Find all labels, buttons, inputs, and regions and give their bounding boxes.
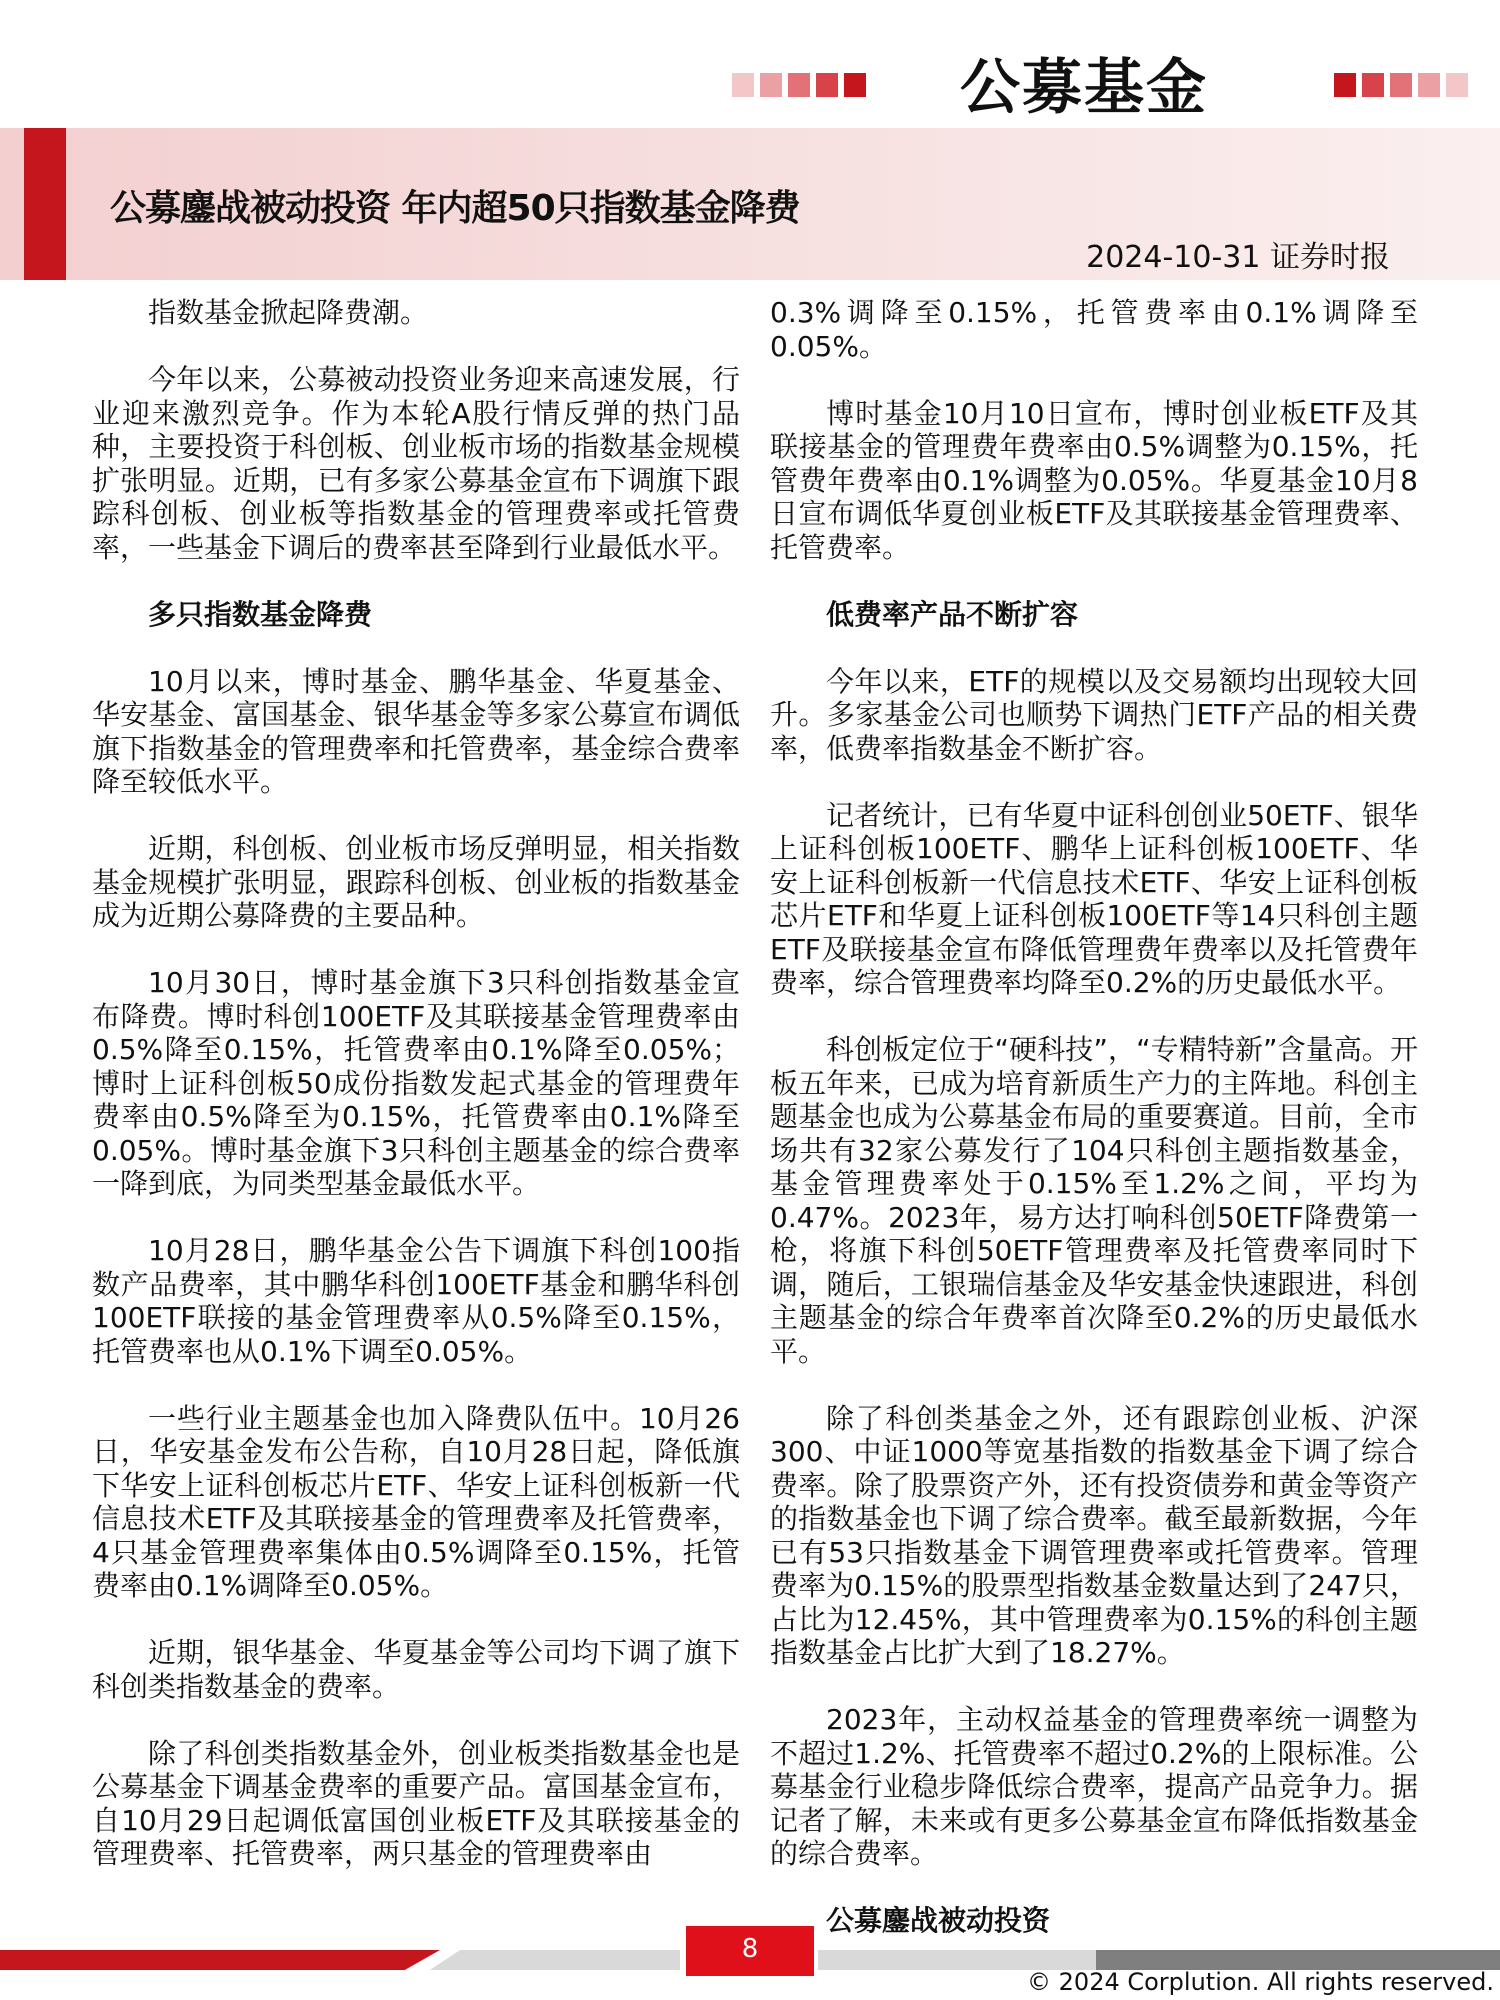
paragraph: 近期，科创板、创业板市场反弹明显，相关指数基金规模扩张明显，跟踪科创板、创业板的指数基金成为近期公募降费的主要品种。 [92, 832, 740, 932]
footer-gray-bar [818, 1950, 1096, 1970]
header-square [1390, 73, 1412, 97]
header-square [1362, 73, 1384, 97]
paragraph: 博时基金10月10日宣布，博时创业板ETF及其联接基金的管理费年费率由0.5%调整为0.15%，托管费年费率由0.1%调整为0.05%。华夏基金10月8日宣布调低华夏创业板ETF及其联接基金管理费率、托管费率。 [770, 396, 1418, 564]
footer-gray-bar [430, 1950, 680, 1970]
section-heading: 多只指数基金降费 [148, 597, 373, 631]
title-band-accent [24, 128, 66, 280]
paragraph: 除了科创类基金之外，还有跟踪创业板、沪深300、中证1000等宽基指数的指数基金下调了综合费率。除了股票资产外，还有投资债券和黄金等资产的指数基金也下调了综合费率。截至最新数据，今年已有53只指数基金下调管理费率或托管费率。管理费率为0.15%的股票型指数基金数量达到了247只，占比为12.45%，其中管理费率为0.15%的科创主题指数基金占比扩大到了18.27%。 [770, 1401, 1418, 1669]
paragraph: 指数基金掀起降费潮。 [148, 296, 429, 329]
paragraph: 一些行业主题基金也加入降费队伍中。10月26日，华安基金发布公告称，自10月28日起，降低旗下华安上证科创板芯片ETF、华安上证科创板新一代信息技术ETF及其联接基金的管理费率及托管费率，4只基金管理费率集体由0.5%调降至0.15%，托管费率由0.1%调降至0.05%。 [92, 1401, 740, 1602]
page-number: 8 [686, 1926, 814, 1976]
header-square [788, 73, 810, 97]
paragraph: 除了科创类指数基金外，创业板类指数基金也是公募基金下调基金费率的重要产品。富国基金宣布，自10月29日起调低富国创业板ETF及其联接基金的管理费率、托管费率，两只基金的管理费率由 [92, 1736, 740, 1870]
paragraph: 10月30日，博时基金旗下3只科创指数基金宣布降费。博时科创100ETF及其联接基金管理费率由0.5%降至0.15%，托管费率由0.1%降至0.05%；博时上证科创板50成份指数发起式基金的管理费年费率由0.5%降至为0.15%，托管费率由0.1%降至0.05%。博时基金旗下3只科创主题基金的综合费率一降到底，为同类型基金最低水平。 [92, 966, 740, 1200]
header-square [1334, 73, 1356, 97]
right-column [770, 296, 1418, 1971]
header-square [1446, 73, 1468, 97]
article-dateline: 2024-10-31 证券时报 [1086, 240, 1390, 275]
paragraph: 今年以来，公募被动投资业务迎来高速发展，行业迎来激烈竞争。作为本轮A股行情反弹的热门品种，主要投资于科创板、创业板市场的指数基金规模扩张明显。近期，已有多家公募基金宣布下调旗下跟踪科创板、创业板等指数基金的管理费率或托管费率，一些基金下调后的费率甚至降到行业最低水平。 [92, 363, 740, 564]
header-square [844, 73, 866, 97]
paragraph: 2023年，主动权益基金的管理费率统一调整为不超过1.2%、托管费率不超过0.2%的上限标准。公募基金行业稳步降低综合费率，提高产品竞争力。据记者了解，未来或有更多公募基金宣布降低指数基金的综合费率。 [770, 1703, 1418, 1870]
paragraph: 近期，银华基金、华夏基金等公司均下调了旗下科创类指数基金的费率。 [92, 1636, 740, 1703]
header-square [816, 73, 838, 97]
header-square [760, 73, 782, 97]
header-square [1418, 73, 1440, 97]
paragraph: 10月28日，鹏华基金公告下调旗下科创100指数产品费率，其中鹏华科创100ETF基金和鹏华科创100ETF联接的基金管理费率从0.5%降至0.15%，托管费率也从0.1%下调至0.05%。 [92, 1234, 740, 1368]
copyright-notice: © 2024 Corplution. All rights reserved. [1027, 1968, 1494, 1996]
paragraph: 今年以来，ETF的规模以及交易额均出现较大回升。多家基金公司也顺势下调热门ETF产品的相关费率，低费率指数基金不断扩容。 [770, 664, 1418, 765]
article-title: 公募鏖战被动投资 年内超50只指数基金降费 [110, 188, 800, 229]
section-brand-title: 公募基金 [960, 53, 1208, 123]
section-heading: 公募鏖战被动投资 [826, 1904, 1051, 1937]
section-heading: 低费率产品不断扩容 [826, 597, 1079, 631]
footer-dark-bar [1096, 1950, 1500, 1970]
paragraph: 科创板定位于“硬科技”，“专精特新”含量高。开板五年来，已成为培育新质生产力的主阵地。科创主题基金也成为公募基金布局的重要赛道。目前，全市场共有32家公募发行了104只科创主题指数基金，基金管理费率处于0.15%至1.2%之间，平均为0.47%。2023年，易方达打响科创50ETF降费第一枪，将旗下科创50ETF管理费率及托管费率同时下调，随后，工银瑞信基金及华安基金快速跟进，科创主题基金的综合年费率首次降至0.2%的历史最低水平。 [770, 1033, 1418, 1368]
paragraph: 记者统计，已有华夏中证科创创业50ETF、银华上证科创板100ETF、鹏华上证科创板100ETF、华安上证科创板新一代信息技术ETF、华安上证科创板芯片ETF和华夏上证科创板100ETF等14只科创主题ETF及联接基金宣布降低管理费年费率以及托管费年费率，综合管理费率均降至0.2%的历史最低水平。 [770, 798, 1418, 999]
left-column [92, 296, 740, 1871]
footer-red-bar [0, 1950, 440, 1970]
paragraph: 10月以来，博时基金、鹏华基金、华夏基金、华安基金、富国基金、银华基金等多家公募宣布调低旗下指数基金的管理费率和托管费率，基金综合费率降至较低水平。 [92, 664, 740, 798]
paragraph-continued: 0.3%调降至0.15%，托管费率由0.1%调降至0.05%。 [770, 296, 1418, 363]
header-square [732, 73, 754, 97]
